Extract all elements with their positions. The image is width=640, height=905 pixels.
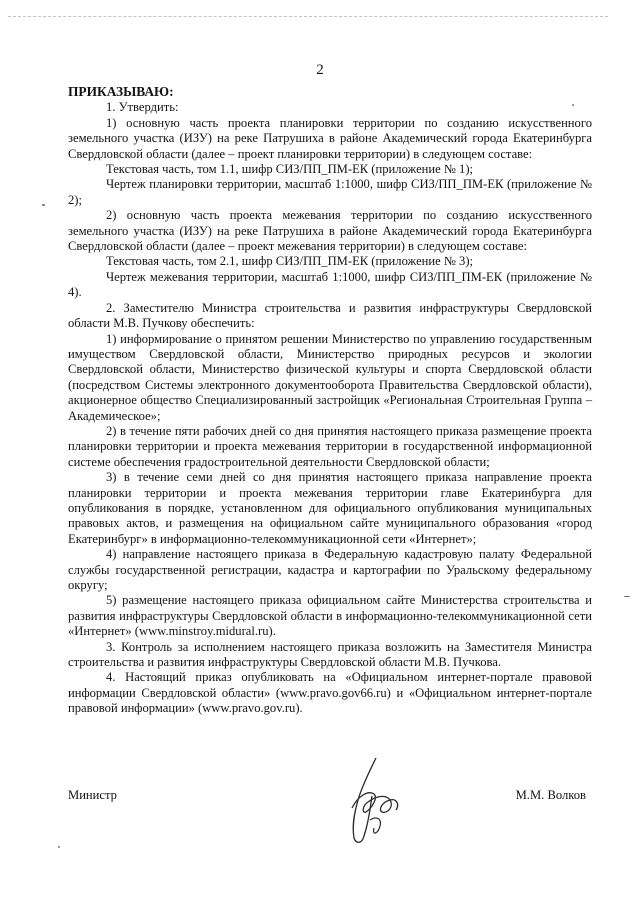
signer-name: М.М. Волков <box>515 788 586 802</box>
order-body <box>68 84 592 717</box>
paragraph-cadastral-chamber: 4) направление настоящего приказа в Федеральную кадастровую палату Федеральной службы государственной регистрации, кадастра и картографии по Уральскому федеральному округу; <box>68 547 592 592</box>
paragraph-surveying-project: 2) основную часть проекта межевания территории по созданию искусственного земельного участка (ИЗУ) на реке Патрушиха в районе Академический города Екатеринбурга Свердловской области (далее – проект межевания территории) в следующем составе: <box>68 208 592 254</box>
scan-top-edge <box>8 16 608 17</box>
paragraph-planning-drawing: Чертеж планировки территории, масштаб 1:1000, шифр СИЗ/ПП_ПМ-ЕК (приложение № 2); <box>68 177 592 207</box>
paragraph-deputy-minister: 2. Заместителю Министра строительства и развития инфраструктуры Свердловской области М.В. Пучкову обеспечить: <box>68 300 592 331</box>
page-number: 2 <box>316 62 324 78</box>
handwritten-signature <box>332 756 412 848</box>
paragraph-publication-portal: 4. Настоящий приказ опубликовать на «Официальном интернет-портале правовой информации Свердловской области» (www.pravo.gov66.ru) и «Официальном интернет-портале правовой информации» (www.pravo.gov.ru). <box>68 670 592 716</box>
paragraph-planning-project: 1) основную часть проекта планировки территории по созданию искусственного земельного участка (ИЗУ) на реке Патрушиха в районе Академический города Екатеринбурга Свердловской области (далее – проект планировки территории) в следующем составе: <box>68 115 592 161</box>
scan-speck <box>624 596 630 597</box>
paragraph-planning-text: Текстовая часть, том 1.1, шифр СИЗ/ПП_ПМ-ЕК (приложение № 1); <box>106 162 474 177</box>
paragraph-control: 3. Контроль за исполнением настоящего приказа возложить на Заместителя Министра строительства и развития инфраструктуры Свердловской области М.В. Пучкова. <box>68 639 592 670</box>
order-heading: ПРИКАЗЫВАЮ: <box>68 84 174 99</box>
paragraph-gisogd: 2) в течение пяти рабочих дней со дня принятия настоящего приказа размещение проекта планировки территории и проекта межевания территории в государственной информационной системе обеспечения градостроительной деятельности Свердловской области; <box>68 423 592 469</box>
scan-speck <box>42 204 45 206</box>
paragraph-surveying-text: Текстовая часть, том 2.1, шифр СИЗ/ПП_ПМ-ЕК (приложение № 3); <box>106 254 474 269</box>
signature-row <box>68 788 586 808</box>
paragraph-publication-city: 3) в течение семи дней со дня принятия настоящего приказа направление проекта планировки территории и проекта межевания территории главе Екатеринбурга для опубликования в порядке, установленном для официального опубликования муниципальных правовых актов, и размещения на официальном сайте муниципального образования «город Екатеринбург» в информационно-телекоммуникационной сети «Интернет»; <box>68 470 592 546</box>
paragraph-informing: 1) информирование о принятом решении Министерство по управлению государственным имуществом Свердловской области, Министерство природных ресурсов и экологии Свердловской области, Министерство физической культуры и спорта Свердловской области (посредством Системы электронного документооборота Правительства Свердловской области), акционерное общество Специализированный застройщик «Региональная Строительная Группа – Академическое»; <box>68 331 592 423</box>
scan-speck <box>58 846 60 848</box>
signer-position: Министр <box>68 788 117 802</box>
scan-speck <box>572 104 574 106</box>
paragraph-approve: 1. Утвердить: <box>106 100 179 115</box>
paragraph-surveying-drawing: Чертеж межевания территории, масштаб 1:1000, шифр СИЗ/ПП_ПМ-ЕК (приложение № 4). <box>68 269 592 300</box>
paragraph-ministry-site: 5) размещение настоящего приказа официальном сайте Министерства строительства и развития инфраструктуры Свердловской области в информационно-телекоммуникационной сети «Интернет» (www.minstroy.midural.ru). <box>68 593 592 639</box>
